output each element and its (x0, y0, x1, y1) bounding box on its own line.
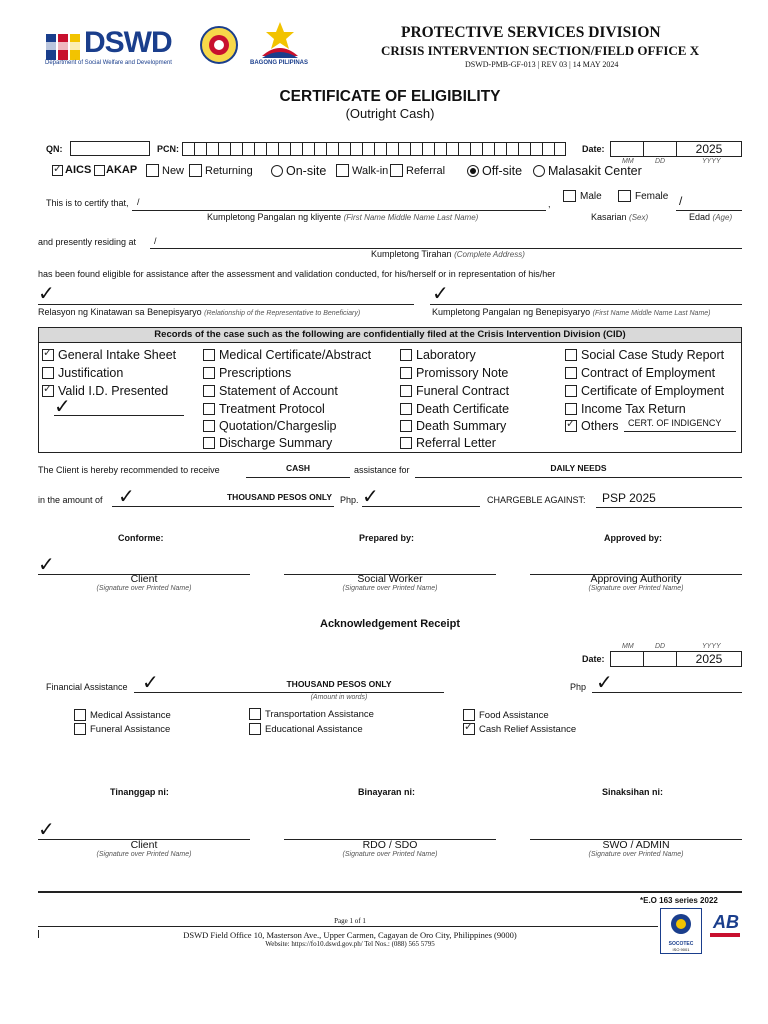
footer-address: DSWD Field Office 10, Masterson Ave., Upper Carmen, Cagayan de Oro City, Philippines (9000) (183, 930, 517, 940)
certify-intro: This is to certify that, (46, 198, 129, 208)
received-label: Tinanggap ni: (110, 787, 169, 797)
record-quotation-checkbox[interactable] (203, 420, 215, 432)
record-others-label: Others (581, 419, 619, 433)
record-promissory-note-checkbox[interactable] (400, 367, 412, 379)
record-justification-label: Justification (58, 366, 124, 380)
bagong-pilipinas-icon (256, 20, 304, 60)
aics-option[interactable] (52, 164, 91, 176)
footer-contact: Website: https://fo10.dswd.gov.ph/ Tel Nos.: (088) 565 5795 (265, 940, 435, 948)
record-certificate-employment-label: Certificate of Employment (581, 384, 725, 398)
record-social-case-study-label: Social Case Study Report (581, 348, 725, 362)
record-death-summary-checkbox[interactable] (400, 420, 412, 432)
client-sig-hint: (Signature over Printed Name) (96, 585, 192, 592)
funeral-assistance-option[interactable] (74, 723, 170, 735)
akap-label: AKAP (106, 164, 138, 176)
record-medical-certificate-checkbox[interactable] (203, 349, 215, 361)
akap-checkbox[interactable] (94, 165, 105, 176)
conforme-label: Conforme: (118, 533, 164, 543)
name-comma: , (548, 199, 551, 209)
new-label: New (162, 164, 185, 177)
socotec-logo (660, 908, 702, 954)
receipt-swo-hint: (Signature over Printed Name) (588, 851, 684, 858)
ack-date-label: Date: (582, 654, 605, 664)
assistance-for-label: assistance for (354, 465, 410, 475)
record-referral-letter-label: Referral Letter (416, 436, 496, 450)
record-quotation-label: Quotation/Chargeslip (219, 419, 337, 433)
assistance-type-field[interactable] (246, 463, 350, 478)
eo-note: *E.O 163 series 2022 (640, 896, 718, 905)
offsite-option[interactable] (467, 164, 522, 178)
ack-php-checkmark: ✓ (596, 672, 613, 694)
ack-dd-hint: DD (655, 643, 666, 650)
relationship-field[interactable] (38, 304, 414, 305)
educational-assistance-option[interactable] (249, 723, 363, 735)
record-justification[interactable] (42, 366, 123, 380)
approving-sig-hint: (Signature over Printed Name) (588, 585, 684, 592)
record-general-intake[interactable] (42, 348, 176, 362)
returning-label: Returning (205, 164, 253, 177)
pcn-label: PCN: (157, 144, 179, 154)
new-checkbox[interactable] (146, 164, 159, 177)
ab-logo (705, 912, 745, 950)
client-name-caption: Kumpletong Pangalan ng kliyente (First Name Middle Name Last Name) (207, 212, 479, 222)
record-statement-of-account-label: Statement of Account (219, 384, 338, 398)
cash-relief-assistance-checkbox[interactable] (463, 723, 475, 735)
female-checkbox[interactable] (618, 190, 631, 202)
onsite-option[interactable] (271, 164, 326, 178)
name-slash: / (137, 197, 140, 207)
record-prescriptions-checkbox[interactable] (203, 367, 215, 379)
client-caption: Client (130, 573, 158, 585)
php-checkmark: ✓ (362, 486, 379, 508)
record-contract-employment-checkbox[interactable] (565, 367, 577, 379)
offsite-radio[interactable] (467, 165, 479, 177)
valid-id-field[interactable] (54, 415, 184, 416)
male-label: Male (580, 190, 602, 202)
date-year: 2025 (695, 142, 723, 156)
relationship-caption: Relasyon ng Kinatawan sa Benepisyaryo (Relationship of the Representative to Beneficiary) (38, 307, 361, 317)
ack-amount-hint: (Amount in words) (310, 694, 368, 701)
record-death-certificate[interactable] (400, 402, 509, 416)
section-title: CRISIS INTERVENTION SECTION/FIELD OFFICE X (381, 43, 700, 58)
address-caption: Kumpletong Tirahan (Complete Address) (371, 249, 525, 259)
medical-assistance-checkbox[interactable] (74, 709, 86, 721)
walkin-checkbox[interactable] (336, 164, 349, 177)
transportation-assistance-option[interactable] (249, 708, 374, 720)
record-statement-of-account[interactable] (203, 384, 338, 398)
record-discharge-summary-checkbox[interactable] (203, 437, 215, 449)
record-valid-id-checkbox[interactable] (42, 385, 54, 397)
fa-checkmark: ✓ (142, 672, 159, 694)
record-referral-letter[interactable] (400, 436, 496, 450)
eligibility-text: has been found eligible for assistance after the assessment and validation conducted, for his/herself or in representation of his/her (38, 269, 556, 279)
referral-option[interactable] (390, 164, 445, 177)
pcn-field[interactable] (182, 142, 566, 156)
record-discharge-summary[interactable] (203, 436, 332, 450)
charge-field[interactable] (596, 491, 742, 508)
ack-php-field[interactable] (592, 692, 742, 693)
food-assistance-option[interactable] (463, 709, 549, 721)
date-field[interactable] (610, 141, 742, 157)
fa-label: Financial Assistance (46, 682, 128, 692)
malasakit-label: Malasakit Center (548, 164, 642, 178)
dswd-wordmark: DSWD (84, 26, 172, 59)
receipt-swo-caption: SWO / ADMIN (602, 839, 670, 851)
educational-assistance-label: Educational Assistance (265, 723, 363, 735)
new-option[interactable] (146, 164, 184, 177)
female-label: Female (635, 190, 669, 202)
ack-title: Acknowledgement Receipt (320, 618, 460, 630)
cash-relief-assistance-label: Cash Relief Assistance (479, 723, 577, 735)
record-prescriptions-label: Prescriptions (219, 366, 292, 380)
record-funeral-contract-label: Funeral Contract (416, 384, 510, 398)
receipt-rdo-caption: RDO / SDO (362, 839, 418, 851)
record-contract-employment-label: Contract of Employment (581, 366, 716, 380)
educational-assistance-checkbox[interactable] (249, 723, 261, 735)
ack-date-year: 2025 (695, 652, 723, 666)
record-death-summary-label: Death Summary (416, 419, 507, 433)
social-worker-sig-hint: (Signature over Printed Name) (342, 585, 438, 592)
receipt-client-caption: Client (130, 839, 158, 851)
witness-label: Sinaksihan ni: (602, 787, 664, 797)
record-laboratory[interactable] (400, 348, 476, 362)
ack-amount-value: THOUSAND PESOS ONLY (286, 679, 392, 689)
record-income-tax-checkbox[interactable] (565, 403, 577, 415)
residing-label: and presently residing at (38, 237, 137, 247)
record-discharge-summary-label: Discharge Summary (219, 436, 333, 450)
footer-thin-rule (38, 926, 658, 927)
amount-label: in the amount of (38, 495, 103, 505)
onsite-label: On-site (286, 164, 327, 178)
record-funeral-contract[interactable] (400, 384, 509, 398)
page-title: CERTIFICATE OF ELIGIBILITY (279, 88, 501, 105)
referral-label: Referral (406, 164, 446, 177)
record-social-case-study-checkbox[interactable] (565, 349, 577, 361)
client-name-field[interactable] (132, 210, 546, 211)
malasakit-radio[interactable] (533, 165, 545, 177)
record-income-tax[interactable] (565, 402, 686, 416)
assistance-type-value: CASH (285, 463, 311, 473)
charge-label: CHARGEBLE AGAINST: (487, 495, 586, 505)
record-promissory-note-label: Promissory Note (416, 366, 509, 380)
record-income-tax-label: Income Tax Return (581, 402, 686, 416)
record-treatment-protocol[interactable] (203, 402, 325, 416)
social-worker-caption: Social Worker (357, 573, 423, 585)
dswd-emblem-icon (44, 30, 84, 64)
client-sign-checkmark: ✓ (38, 554, 55, 576)
beneficiary-checkmark: ✓ (432, 283, 449, 305)
male-checkbox[interactable] (563, 190, 576, 202)
mm-hint: MM (622, 158, 634, 165)
record-laboratory-checkbox[interactable] (400, 349, 412, 361)
funeral-assistance-checkbox[interactable] (74, 723, 86, 735)
record-social-case-study[interactable] (565, 348, 724, 362)
aics-label: AICS (65, 164, 92, 176)
record-medical-certificate-label: Medical Certificate/Abstract (219, 348, 372, 362)
beneficiary-caption: Kumpletong Pangalan ng Benepisyaryo (First Name Middle Name Last Name) (432, 307, 711, 317)
bagong-pilipinas-logo: BAGONG PILIPINAS (250, 20, 306, 72)
malasakit-option[interactable] (533, 164, 642, 178)
dswd-subtitle: Department of Social Welfare and Development (45, 60, 172, 66)
socotec-label: SOCOTEC (668, 941, 694, 947)
age-field[interactable] (676, 210, 742, 211)
charge-value: PSP 2025 (602, 491, 656, 505)
qn-label: QN: (46, 144, 63, 154)
amount-words-value: THOUSAND PESOS ONLY (226, 492, 332, 502)
yyyy-hint: YYYY (702, 158, 721, 165)
aics-checkbox[interactable] (52, 165, 63, 176)
sex-caption: Kasarian (Sex) (591, 212, 649, 222)
page-subtitle: (Outright Cash) (345, 106, 435, 121)
dd-hint: DD (655, 158, 666, 165)
female-option[interactable] (618, 190, 668, 202)
returning-checkbox[interactable] (189, 164, 202, 177)
record-funeral-contract-checkbox[interactable] (400, 385, 412, 397)
age-caption: Edad (Age) (689, 212, 733, 222)
age-slash: / (679, 194, 683, 208)
address-slash: / (154, 236, 157, 246)
prepared-label: Prepared by: (359, 533, 415, 543)
relationship-checkmark: ✓ (38, 283, 55, 305)
record-general-intake-checkbox[interactable] (42, 349, 54, 361)
cash-relief-assistance-option[interactable] (463, 723, 576, 735)
iso-label: ISO 9001 (672, 947, 690, 952)
others-value: CERT. OF INDIGENCY (628, 418, 722, 428)
footer-rule (38, 891, 742, 893)
division-title: PROTECTIVE SERVICES DIVISION (401, 24, 661, 41)
record-valid-id-label: Valid I.D. Presented (58, 384, 169, 398)
record-certificate-employment-checkbox[interactable] (565, 385, 577, 397)
walkin-label: Walk-in (352, 164, 389, 177)
record-laboratory-label: Laboratory (416, 348, 476, 362)
ack-yyyy-hint: YYYY (702, 643, 721, 650)
valid-id-checkmark: ✓ (54, 396, 71, 418)
male-option[interactable] (563, 190, 602, 202)
record-statement-of-account-checkbox[interactable] (203, 385, 215, 397)
medical-assistance-label: Medical Assistance (90, 709, 171, 721)
onsite-radio[interactable] (271, 165, 283, 177)
receipt-client-checkmark: ✓ (38, 819, 55, 841)
record-death-certificate-label: Death Certificate (416, 402, 510, 416)
record-death-certificate-checkbox[interactable] (400, 403, 412, 415)
aics-seal-icon (198, 24, 240, 71)
others-field[interactable] (624, 418, 736, 432)
ack-date-field[interactable] (610, 651, 742, 667)
record-referral-letter-checkbox[interactable] (400, 437, 412, 449)
php-label: Php. (340, 495, 359, 505)
referral-checkbox[interactable] (390, 164, 403, 177)
record-death-summary[interactable] (400, 419, 506, 433)
approving-caption: Approving Authority (590, 573, 682, 585)
record-medical-certificate[interactable] (203, 348, 371, 362)
purpose-field[interactable] (415, 463, 742, 478)
record-others[interactable] (565, 419, 619, 433)
purpose-value: DAILY NEEDS (550, 463, 607, 473)
offsite-label: Off-site (482, 164, 523, 178)
dswd-logo (44, 26, 189, 70)
approved-label: Approved by: (604, 533, 663, 543)
medical-assistance-option[interactable] (74, 709, 171, 721)
ab-label: AB (713, 912, 739, 932)
walkin-option[interactable] (336, 164, 388, 177)
socotec-icon (669, 912, 693, 936)
transportation-assistance-label: Transportation Assistance (265, 708, 374, 720)
recommend-text: The Client is hereby recommended to receive (38, 465, 220, 475)
records-header: Records of the case such as the following are confidentially filed at the Crisis Intervention Division (CID) (39, 328, 741, 343)
record-treatment-protocol-label: Treatment Protocol (219, 402, 325, 416)
record-justification-checkbox[interactable] (42, 367, 54, 379)
record-promissory-note[interactable] (400, 366, 508, 380)
qn-field[interactable] (70, 141, 150, 156)
amount-checkmark: ✓ (118, 486, 135, 508)
php-amount-field[interactable] (362, 506, 480, 507)
fa-left-line (134, 692, 234, 693)
funeral-assistance-label: Funeral Assistance (90, 723, 171, 735)
record-treatment-protocol-checkbox[interactable] (203, 403, 215, 415)
date-label: Date: (582, 144, 605, 154)
paid-label: Binayaran ni: (358, 787, 416, 797)
record-prescriptions[interactable] (203, 366, 291, 380)
form-code: DSWD-PMB-GF-013 | REV 03 | 14 MAY 2024 (465, 60, 619, 69)
record-contract-employment[interactable] (565, 366, 715, 380)
akap-option[interactable] (94, 164, 137, 176)
record-certificate-employment[interactable] (565, 384, 724, 398)
record-others-checkbox[interactable] (565, 420, 577, 432)
record-general-intake-label: General Intake Sheet (58, 348, 177, 362)
receipt-client-hint: (Signature over Printed Name) (96, 851, 192, 858)
food-assistance-label: Food Assistance (479, 709, 549, 721)
returning-option[interactable] (189, 164, 253, 177)
page-number: Page 1 of 1 (334, 917, 366, 925)
receipt-rdo-hint: (Signature over Printed Name) (342, 851, 438, 858)
transportation-assistance-checkbox[interactable] (249, 708, 261, 720)
ack-mm-hint: MM (622, 643, 634, 650)
amount-words-field[interactable] (112, 492, 334, 507)
record-quotation[interactable] (203, 419, 336, 433)
ack-amount-field[interactable] (234, 679, 444, 693)
beneficiary-field[interactable] (430, 304, 742, 305)
ack-php-label: Php (570, 682, 587, 692)
